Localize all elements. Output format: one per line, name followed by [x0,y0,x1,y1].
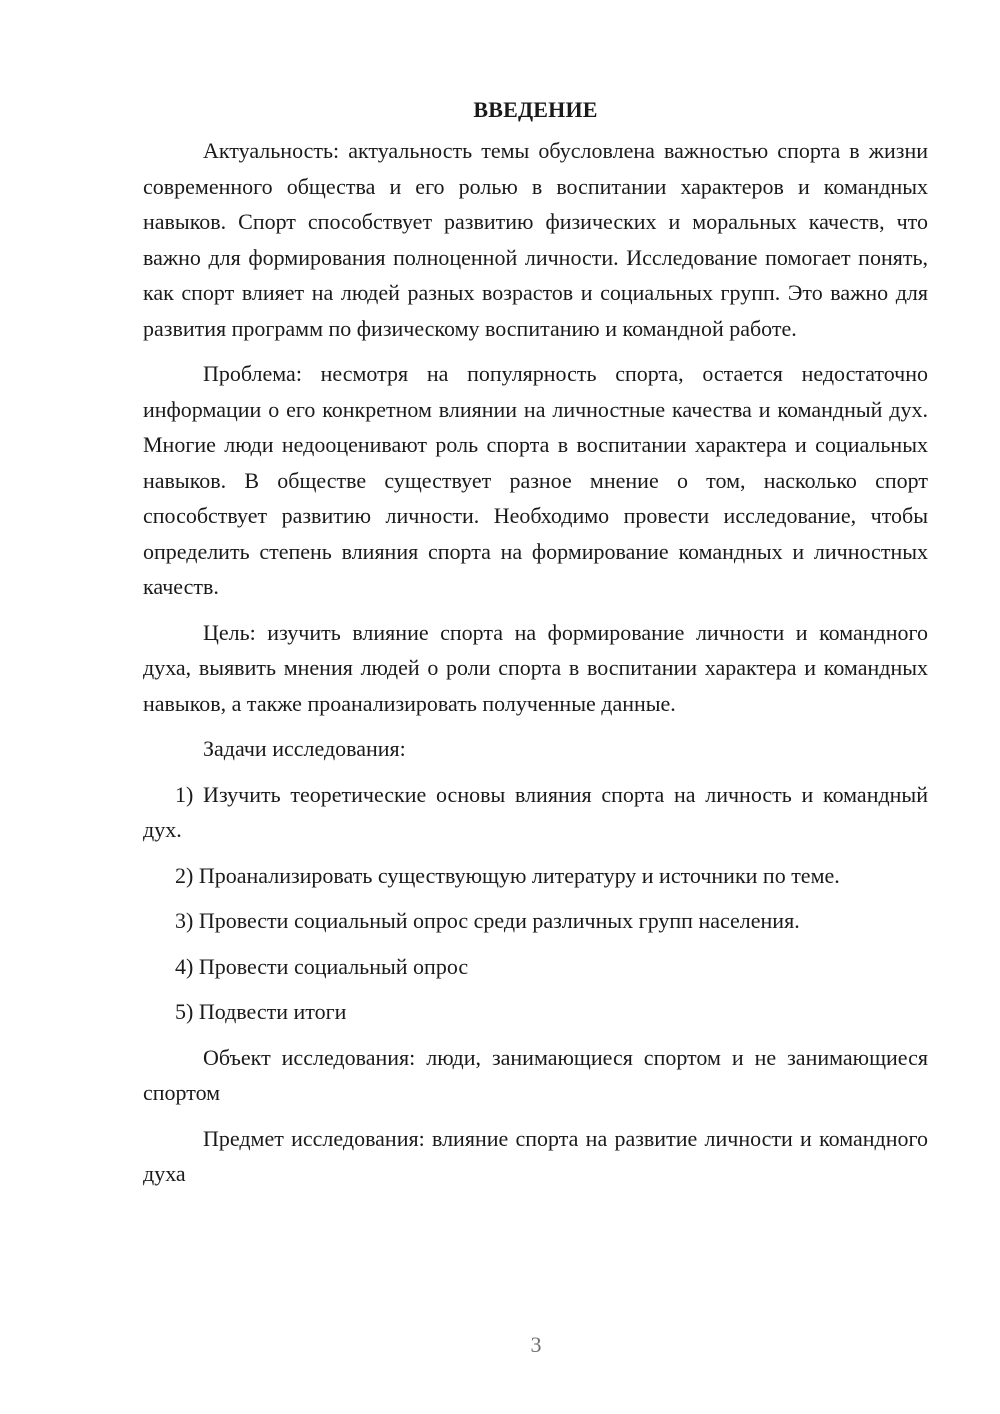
paragraph-problem: Проблема: несмотря на популярность спорта, остается недостаточно информации о его конкретном влиянии на личностные качества и командный дух. Многие люди недооценивают роль спорта в воспитании характера и социальных навыков. В обществе существует разное мнение о том, насколько спорт способствует развитию личности. Необходимо провести исследование, чтобы определить степень влияния спорта на формирование командных и личностных качеств. [143,361,928,599]
paragraph-relevance: Актуальность: актуальность темы обусловлена важностью спорта в жизни современного общества и его ролью в воспитании характеров и командных навыков. Спорт способствует развитию физических и моральных качеств, что важно для формирования полноценной личности. Исследование помогает понять, как спорт влияет на людей разных возрастов и социальных групп. Это важно для развития программ по физическому воспитанию и командной работе. [143,138,928,341]
task-item-4: 4) Провести социальный опрос [175,953,469,979]
page-number: 3 [530,1332,542,1357]
paragraph-subject: Предмет исследования: влияние спорта на развитие личности и командного духа [143,1125,928,1186]
task-item-3: 3) Провести социальный опрос среди различных групп населения. [175,908,800,933]
task-item-1: 1) Изучить теоретические основы влияния спорта на личность и командный дух. [143,781,928,842]
paragraph-tasks-title: Задачи исследования: [203,736,406,761]
section-heading: ВВЕДЕНИЕ [473,97,598,122]
page-content [143,92,928,1202]
paragraph-object: Объект исследования: люди, занимающиеся спортом и не занимающиеся спортом [143,1044,928,1105]
task-item-5: 5) Подвести итоги [175,999,347,1024]
paragraph-goal: Цель: изучить влияние спорта на формирование личности и командного духа, выявить мнения людей о роли спорта в воспитании характера и командных навыков, а также проанализировать полученные данные. [143,619,928,716]
task-item-2: 2) Проанализировать существующую литературу и источники по теме. [175,862,840,888]
